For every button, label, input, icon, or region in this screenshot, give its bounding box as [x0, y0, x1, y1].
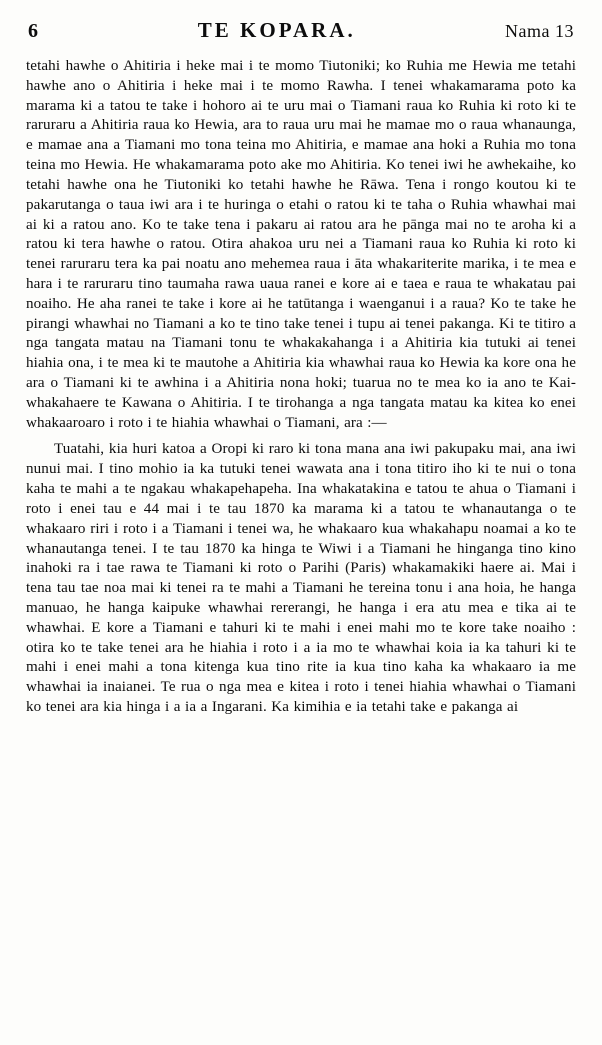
issue-number: Nama 13 — [505, 21, 574, 41]
paragraph-2: Tuatahi, kia huri katoa a Oropi ki raro ki tona mana ana iwi pakupaku mai, ana iwi nunui mai. I tino mohio ia ka tutuki tenei wawata ana i tona titiro iho ki te nui o tona kaha te mahi a te ngakau whakapehapeha. Ina whakatakina e tatou te ahua o Tiamani i roto i enei tau e 44 mai i te tau 1870 ka marama ki a tatou te whanautanga o te whakaaro riri i roto i a Tiamani i tenei wa, he whakaaro kua whakahapu noamai a ko te whanautanga tenei. I te tau 1870 ka hinga te Wiwi i a Tiamani he hinganga tino kino inahoki ra i tae rawa te Tiamani ki roto o Parihi (Paris) whakamakiki haere ai. Mai i tena tau tae noa mai ki tenei ra te mahi a Tiamani he tereina tonu i ana hoia, he hanga manuao, he hanga kaipuke whawhai rererangi, he hanga i era atu mea e tika ai te whawhai. E kore a Tiamani e tahuri ki te mahi i enei mahi mo te kore take noaiho : otira ko te take tenei ara he hiahia i roto i a ia mo te whawhai koia ia ka tahuri ki te mahi i enei mahi a tona kitenga kua tino rite ia kua tino kaha ka whakaaro ia me whawhai ia inaianei. Te rua o nga mea e kitea i roto i tenei hiahia whawhai o Tiamani ko tenei ara kia hinga i a ia a Ingarani. Ka kimihia e ia tetahi take e pakanga ai — [26, 441, 576, 715]
page-number: 6 — [28, 20, 39, 42]
running-head — [26, 18, 576, 43]
article-body — [26, 57, 576, 718]
publication-title: TE KOPARA. — [197, 18, 356, 42]
paragraph-1: tetahi hawhe o Ahitiria i heke mai i te momo Tiutoniki; ko Ruhia me Hewia me tetahi hawhe ano o Ahitiria i heke mai i te momo Rawha. I tenei whakamarama poto ka marama ki a tatou te take i hohoro ai te uru mai o Tiamani raua ko Ruhia ki roto ki te raruraru a Ahitiria raua ko Hewia, ara to raua uru mai he mamae mo o raua whanaunga, e mamae ana a Tiamani mo tona teina mo Ahitiria, e mamae ana hoki a Ruhia mo tona teina mo Hewia. He whakamarama poto ake mo Ahitiria. Ko tenei iwi he awhekaihe, ko tetahi hawhe ona he Tiutoniki ko tetahi hawhe he Rāwa. Tena i rongo koutou ki te pakarutanga o taua iwi ara i te huringa o etahi o ratou ki te taha o Ruhia whawhai mai ai ki a ratou ano. Ko te take tena i pakaru ai ratou ara he pānga mai no te aroha ki a ratou ki tera hawhe o ratou. Otira ahakoa uru nei a Tiamani raua ko Ruhia ki roto ki tenei raruraru tera ka pai noatu ano mehemea raua i āta whakariterite marika, i te mea e hara i te raruraru tino taumaha rawa uaua ranei e kore ai e taea e raua te whakatau pai noaiho. He aha ranei te take i kore ai he tatūtanga i waenganui i a raua? Ko te take he pirangi whawhai no Tiamani a ko te tino take tenei i tupu ai tenei pakanga. Ki te titiro a nga tangata matau na Tiamani tonu te whakakahanga i a Ahitiria kia tutuki ai tenei hiahia ona, i te mea ki te mautohe a Ahitiria kia whawhai raua ko Hewia ka kore ona he ara o Tiamani ki te awhina i a Ahitiria nona hoki; tuarua no te mea ko ia ano te Kai-whakahaere te Kawana o Ahitiria. I te tirohanga a nga tangata matau ka kitea ko enei whakaaroaro i roto i te hiahia whawhai o Tiamani, ara :— — [26, 58, 576, 431]
paragraph-spacer — [26, 433, 576, 440]
